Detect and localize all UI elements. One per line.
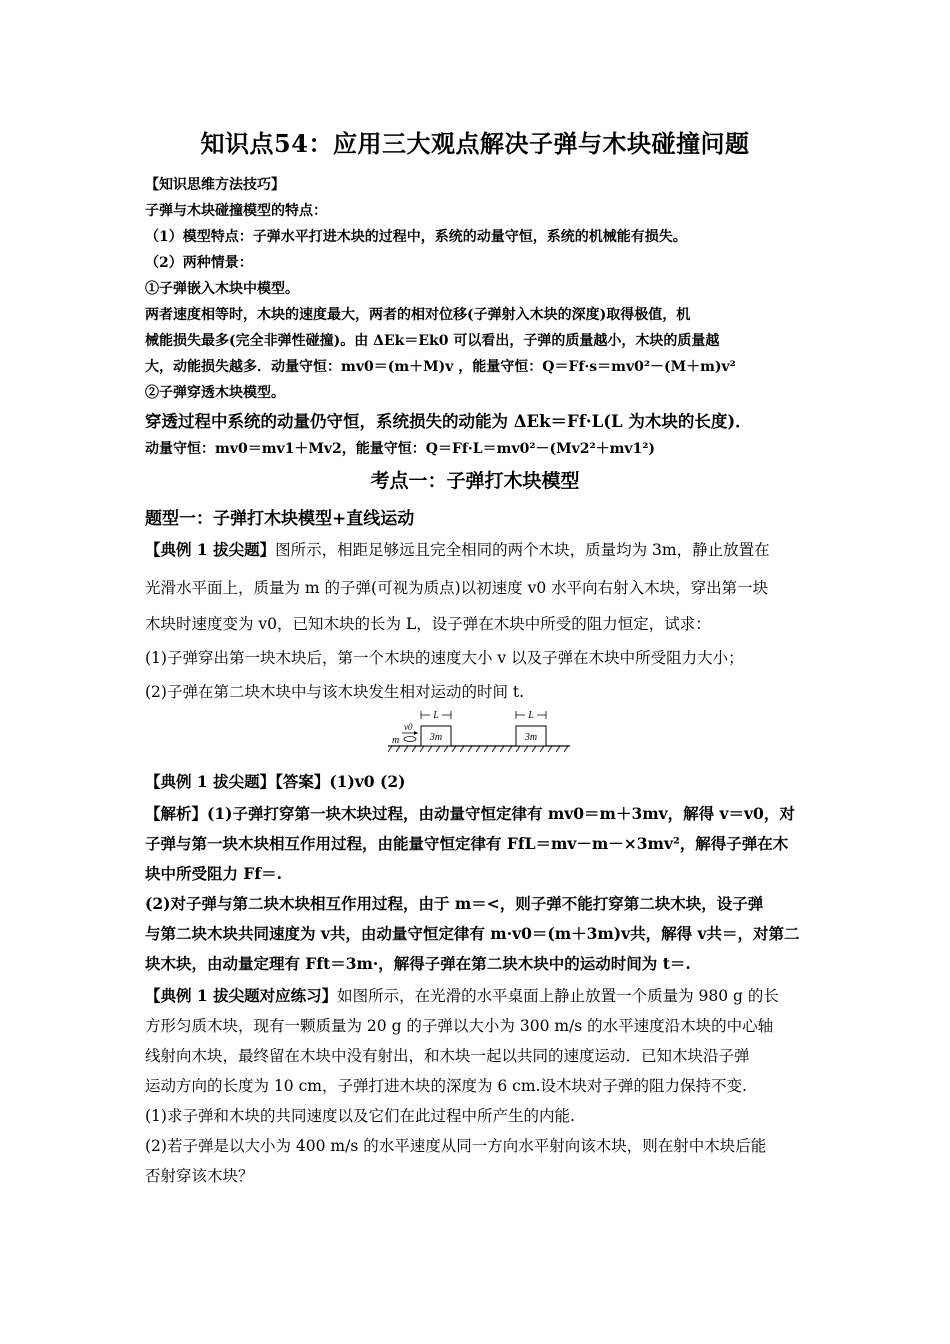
model-feature: （1）模型特点：子弹水平打进木块的过程中，系统的动量守恒，系统的机械能有损失。 [145, 229, 687, 245]
bullet-mass-label: m [392, 735, 400, 746]
analysis-line-6: 块木块，由动量定理有 Fft＝3m·，解得子弹在第二块木块中的运动时间为 t＝. [145, 954, 691, 973]
block-1-label: 3m [429, 732, 443, 743]
page-title: 知识点54：应用三大观点解决子弹与木块碰撞问题 [200, 129, 750, 158]
analysis-line-3: 块中所受阻力 Ff＝. [145, 864, 282, 883]
case2-line-2: 动量守恒：mv0＝mv1＋Mv2，能量守恒：Q＝Ff·L＝mv0²－(Mv2²＋mv1²) [145, 441, 656, 457]
example1-tag: 【典例 1 拔尖题】 [145, 540, 276, 559]
example1-line-1 [145, 538, 815, 560]
answer-tag: 【典例 1 拔尖题】【答案】 [145, 772, 330, 791]
case1-line-2: 械能损失最多(完全非弹性碰撞)。由 ΔEk＝Ek0 可以看出，子弹的质量越小，木块的质量越 [145, 333, 720, 349]
exercise-tag: 【典例 1 拔尖题对应练习】 [145, 986, 338, 1005]
exercise-line-1 [145, 984, 815, 1006]
kaodian-heading: 考点一：子弹打木块模型 [370, 470, 580, 492]
exercise-line-3: 线射向木块，最终留在木块中没有射出，和木块一起以共同的速度运动．已知木块沿子弹 [145, 1047, 750, 1065]
case2-line-1: 穿透过程中系统的动量仍守恒，系统损失的动能为 ΔEk＝Ff·L(L 为木块的长度)． [145, 412, 752, 431]
answer-text: (1)v0 (2) [329, 772, 406, 791]
analysis-line-4: (2)对子弹与第二块木块相互作用过程，由于 m＝<，则子弹不能打穿第二块木块，设子弹 [145, 894, 764, 913]
exercise-question-2: (2)若子弹是以大小为 400 m/s 的水平速度从同一方向水平射向该木块，则在射中木块后能 [145, 1137, 767, 1155]
analysis-text-1: (1)子弹打穿第一块木块过程，由动量守恒定律有 mv0＝m＋3mv，解得 v＝v0，对 [207, 804, 795, 823]
exercise-line-4: 运动方向的长度为 10 cm，子弹打进木块的深度为 6 cm.设木块对子弹的阻力保持不变. [145, 1077, 747, 1095]
case1-title: ①子弹嵌入木块中模型。 [145, 281, 299, 297]
exercise-question-1: (1)求子弹和木块的共同速度以及它们在此过程中所产生的内能. [145, 1107, 575, 1125]
analysis-line-5: 与第二块木块共同速度为 v共，由动量守恒定律有 m·v0＝(m＋3m)v共，解得 v共＝，对第二 [145, 924, 800, 943]
section-tag: 【知识思维方法技巧】 [145, 177, 285, 193]
answer-line [145, 770, 815, 792]
two-scenarios: （2）两种情景： [145, 255, 253, 271]
block-2-label: 3m [524, 732, 538, 743]
exercise-question-3: 否射穿该木块？ [145, 1167, 254, 1185]
case1-line-1: 两者速度相等时，木块的速度最大，两者的相对位移(子弹射入木块的深度)取得极值，机 [145, 307, 691, 323]
length-label-1: L [433, 710, 439, 721]
velocity-label: v0 [404, 722, 413, 732]
exercise-text-1: 如图所示，在光滑的水平桌面上静止放置一个质量为 980 g 的长 [337, 987, 779, 1005]
tixing-heading: 题型一：子弹打木块模型+直线运动 [145, 509, 415, 529]
case2-title: ②子弹穿透木块模型。 [145, 385, 285, 401]
case1-line-3: 大，动能损失越多．动量守恒：mv0＝(m＋M)v ，能量守恒：Q＝Ff·s＝mv0²－(M＋m)v² [145, 359, 736, 375]
example1-line-3: 木块时速度变为 v0，已知木块的长为 L，设子弹在木块中所受的阻力恒定，试求： [145, 615, 711, 633]
analysis-line-2: 子弹与第一块木块相互作用过程，由能量守恒定律有 FfL＝mv－m－×3mv²，解得子弹在木 [145, 834, 789, 853]
example1-line-2: 光滑水平面上，质量为 m 的子弹(可视为质点)以初速度 v0 水平向右射入木块，穿出第一块 [145, 579, 769, 597]
example1-question-1: (1)子弹穿出第一块木块后，第一个木块的速度大小 v 以及子弹在木块中所受阻力大小； [145, 649, 744, 667]
intro-text: 子弹与木块碰撞模型的特点： [145, 203, 327, 219]
analysis-tag: 【解析】 [145, 804, 208, 823]
bullet-block-figure [388, 708, 570, 756]
analysis-line-1 [145, 802, 815, 824]
length-label-2: L [528, 710, 534, 721]
example1-question-2: (2)子弹在第二块木块中与该木块发生相对运动的时间 t. [145, 683, 525, 701]
exercise-line-2: 方形匀质木块，现有一颗质量为 20 g 的子弹以大小为 300 m/s 的水平速度沿木块的中心轴 [145, 1017, 774, 1035]
bullet-icon [404, 737, 416, 742]
example1-text-1: 图所示，相距足够远且完全相同的两个木块，质量均为 3m，静止放置在 [275, 541, 770, 559]
